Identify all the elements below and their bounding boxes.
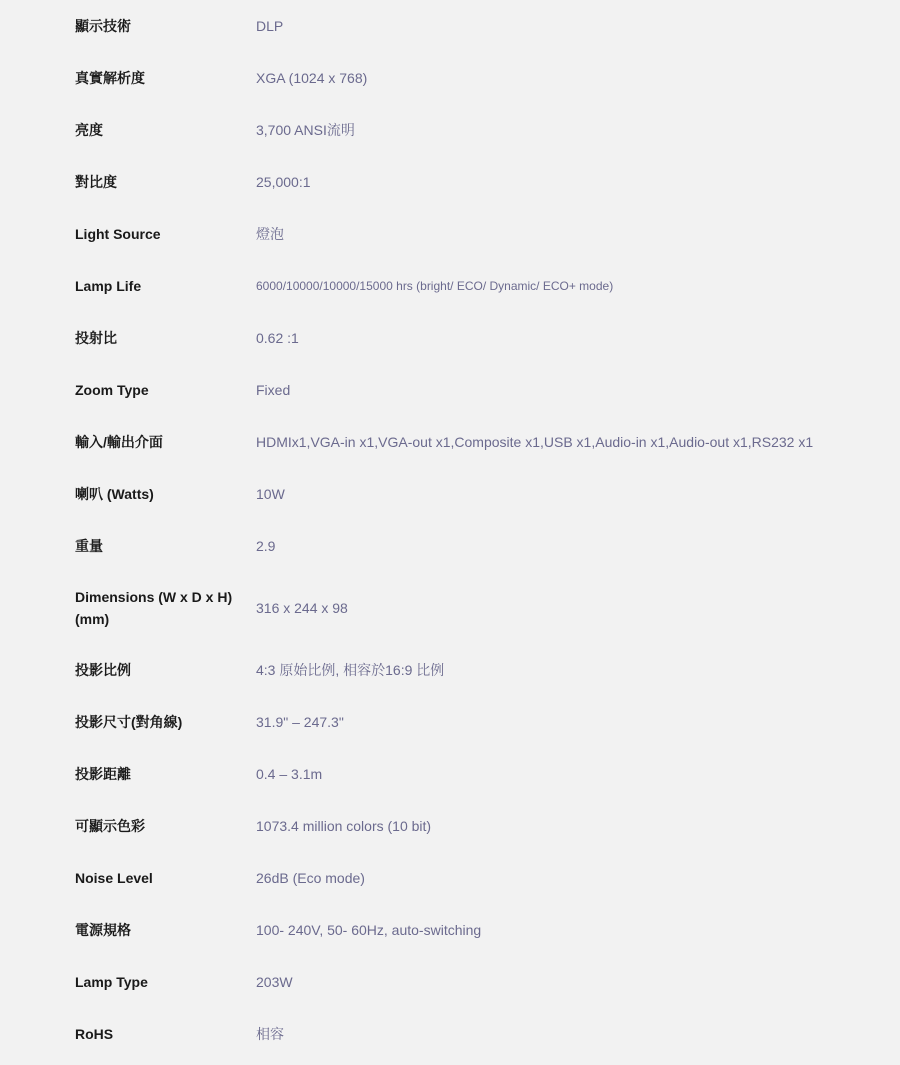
spec-label: 對比度 (75, 174, 117, 190)
spec-row-light-source (10, 208, 890, 260)
spec-value: Fixed (256, 382, 291, 398)
spec-value: 25,000:1 (256, 174, 311, 190)
spec-value: 相容 (256, 1026, 284, 1042)
spec-label: Zoom Type (75, 382, 149, 398)
spec-row-display-technology (10, 0, 890, 52)
spec-value: 10W (256, 486, 285, 502)
spec-value: 31.9" – 247.3" (256, 714, 344, 730)
spec-label: 顯示技術 (75, 18, 131, 34)
spec-label: Lamp Life (75, 278, 142, 294)
spec-row-power-supply (10, 904, 890, 956)
spec-value: XGA (1024 x 768) (256, 70, 368, 86)
spec-row-native-resolution (10, 52, 890, 104)
spec-value: 203W (256, 974, 293, 990)
spec-row-speaker (10, 468, 890, 520)
spec-row-display-colors (10, 800, 890, 852)
spec-row-aspect-ratio (10, 644, 890, 696)
spec-row-lamp-life (10, 260, 890, 312)
spec-value: 2.9 (256, 538, 276, 554)
spec-value: 316 x 244 x 98 (256, 600, 348, 616)
spec-value: 燈泡 (256, 226, 284, 242)
spec-row-image-size (10, 696, 890, 748)
spec-label: 電源規格 (75, 922, 131, 938)
spec-value: 26dB (Eco mode) (256, 870, 365, 886)
spec-row-brightness (10, 104, 890, 156)
spec-row-zoom-type (10, 364, 890, 416)
spec-row-rohs (10, 1008, 890, 1060)
spec-value: 3,700 ANSI流明 (256, 122, 355, 138)
spec-value: 0.4 – 3.1m (256, 766, 323, 782)
spec-row-projection-distance (10, 748, 890, 800)
spec-row-contrast-ratio (10, 156, 890, 208)
spec-row-noise-level (10, 852, 890, 904)
spec-label: 可顯示色彩 (75, 818, 145, 834)
spec-label: 投影尺寸(對角線) (75, 714, 183, 730)
spec-label: Noise Level (75, 870, 153, 886)
spec-row-dimensions (10, 572, 890, 644)
spec-value: 1073.4 million colors (10 bit) (256, 818, 432, 834)
spec-row-weight (10, 520, 890, 572)
spec-table (10, 0, 890, 1065)
spec-label: 投影比例 (75, 662, 131, 678)
spec-label: Dimensions (W x D x H) (mm) (75, 589, 233, 627)
spec-value: DLP (256, 18, 284, 34)
spec-label: 重量 (75, 538, 103, 554)
spec-label: Light Source (75, 226, 161, 242)
spec-value: 6000/10000/10000/15000 hrs (bright/ ECO/ Dynamic/ ECO+ mode) (256, 279, 614, 293)
spec-label: RoHS (75, 1026, 114, 1042)
spec-row-lamp-type (10, 956, 890, 1008)
spec-value: 100- 240V, 50- 60Hz, auto-switching (256, 922, 482, 938)
spec-label: 喇叭 (Watts) (75, 486, 154, 502)
spec-label: Lamp Type (75, 974, 148, 990)
spec-label: 輸入/輸出介面 (75, 434, 163, 450)
spec-value: 4:3 原始比例, 相容於16:9 比例 (256, 662, 445, 678)
spec-label: 真實解析度 (75, 70, 145, 86)
spec-value: HDMIx1,VGA-in x1,VGA-out x1,Composite x1,USB x1,Audio-in x1,Audio-out x1,RS232 x1 (256, 434, 814, 450)
spec-value: 0.62 :1 (256, 330, 299, 346)
spec-row-io-interface (10, 416, 890, 468)
spec-label: 投影距離 (75, 766, 131, 782)
spec-label: 亮度 (75, 122, 103, 138)
spec-row-throw-ratio (10, 312, 890, 364)
spec-label: 投射比 (75, 330, 117, 346)
